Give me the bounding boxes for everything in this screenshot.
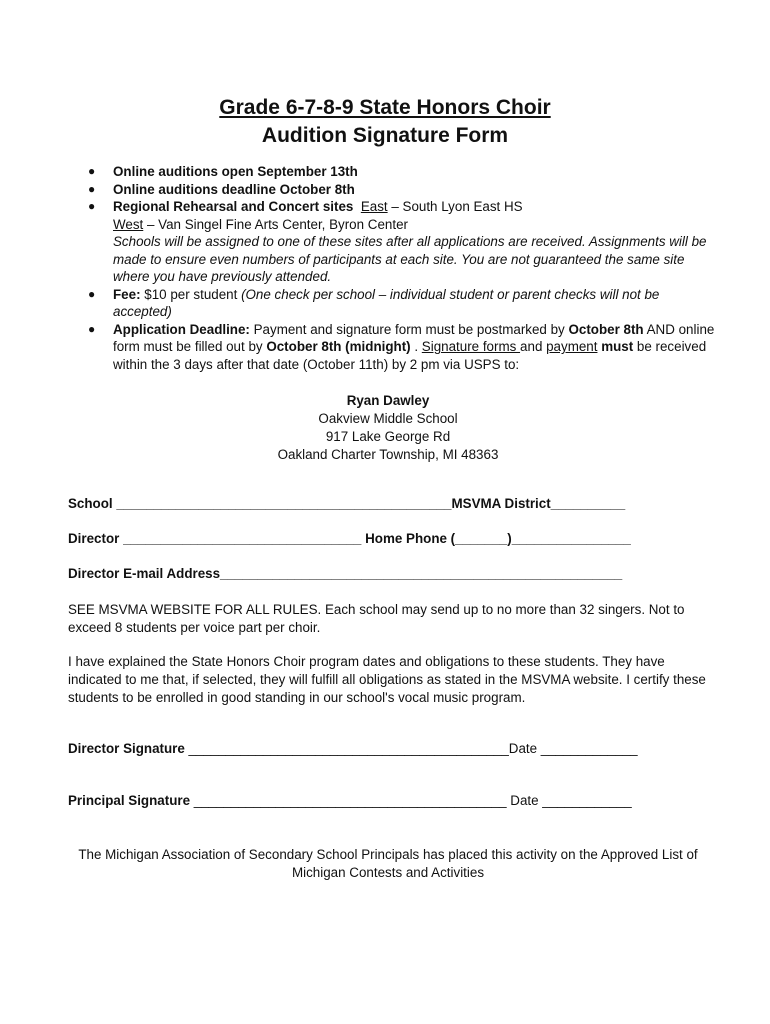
mailing-address bbox=[0, 392, 770, 464]
address-line: Oakview Middle School bbox=[318, 411, 458, 426]
rules-paragraph: SEE MSVMA WEBSITE FOR ALL RULES. Each school may send up to no more than 32 singers. Not to exceed 8 students per voice part per choir. bbox=[68, 602, 685, 635]
info-list bbox=[86, 163, 716, 373]
director-phone-field[interactable]: Director ________________________________ Home Phone (_______)________________ bbox=[68, 531, 631, 546]
director-email-field[interactable]: Director E-mail Address______________________________________________________ bbox=[68, 566, 623, 581]
bullet-icon: ● bbox=[88, 199, 96, 213]
payment-link: payment bbox=[546, 339, 598, 354]
list-item: ● Online auditions deadline October 8th bbox=[88, 181, 355, 197]
list-item: ● Fee: $10 per student (One check per school – individual student or parent checks will not be accepted) bbox=[88, 286, 660, 319]
site-assignment-note: Schools will be assigned to one of these sites after all applications are received. Assignments will be made to ensure even numbers of participants at each site. You are not guaranteed the same site where you have previously attended. bbox=[113, 234, 707, 284]
list-item: ● Regional Rehearsal and Concert sites East – South Lyon East HS West – Van Singel Fine Arts Center, Byron Center Schools will be assigned to one of these sites after all applications are received. Assignments will be made to ensure even numbers of participants at each site. You are not guaranteed the same site where you have previously attended. bbox=[88, 199, 707, 284]
bullet-icon: ● bbox=[88, 286, 96, 301]
west-label: West bbox=[113, 216, 144, 232]
bullet-icon: ● bbox=[88, 181, 96, 196]
bullet-icon: ● bbox=[88, 321, 96, 336]
form-title: Grade 6-7-8-9 State Honors Choir bbox=[219, 96, 551, 119]
recipient-name: Ryan Dawley bbox=[346, 393, 430, 408]
principal-signature-field[interactable]: Principal Signature __________________________________________ Date ____________ bbox=[68, 793, 632, 808]
director-signature-field[interactable]: Director Signature ___________________________________________Date _____________ bbox=[68, 741, 638, 756]
address-line: Oakland Charter Township, MI 48363 bbox=[277, 447, 499, 462]
east-label: East bbox=[360, 199, 388, 214]
address-line: 917 Lake George Rd bbox=[325, 429, 451, 444]
certification-paragraph: I have explained the State Honors Choir program dates and obligations to these students. They have indicated to me that, if selected, they will fulfill all obligations as stated in the MSVMA website. I certify these students to be enrolled in good standing in our school's vocal music program. bbox=[68, 654, 706, 705]
bullet-icon: ● bbox=[88, 164, 96, 178]
signature-forms-link: Signature forms bbox=[421, 339, 521, 354]
form-subtitle: Audition Signature Form bbox=[261, 124, 509, 147]
footer-note: The Michigan Association of Secondary School Principals has placed this activity on the Approved List of Michigan Contests and Activities bbox=[78, 847, 698, 880]
fee-note: (One check per school – individual student or parent checks will not be accepted) bbox=[113, 286, 660, 319]
list-item: ● Application Deadline: Payment and signature form must be postmarked by October 8th AND online form must be filled out by October 8th (midnight) . Signature forms and payment must be received within the 3 days after that date (October 11th) by 2 pm via USPS to: bbox=[88, 321, 715, 372]
school-district-field[interactable]: School _____________________________________________MSVMA District__________ bbox=[68, 496, 626, 511]
list-item: ● Online auditions open September 13th bbox=[88, 164, 358, 179]
